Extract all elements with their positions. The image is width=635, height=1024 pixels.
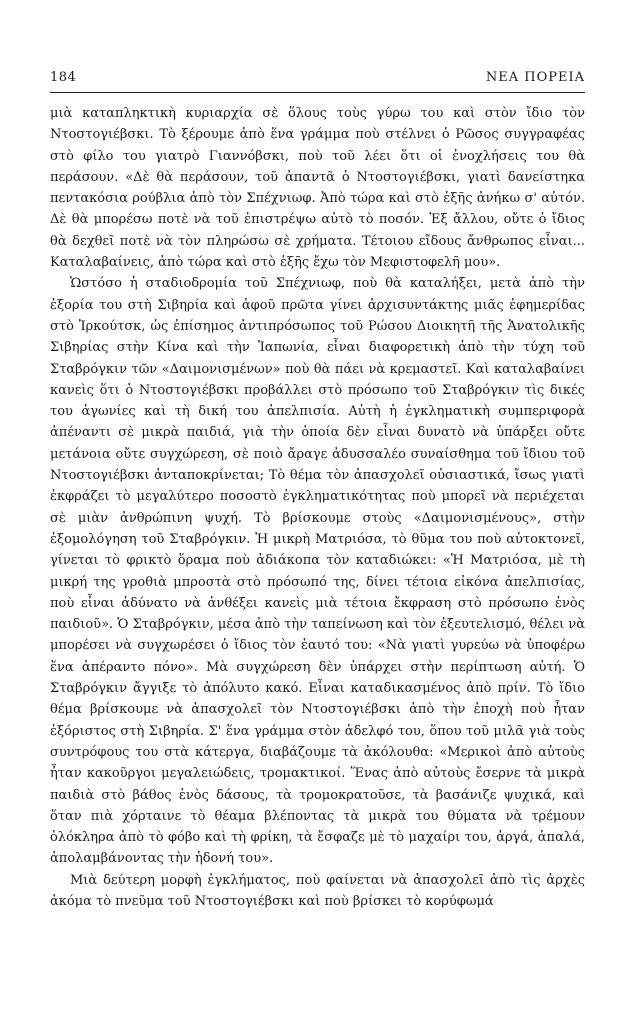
body-text: [50, 103, 585, 912]
paragraph-3: Μιὰ δεύτερη μορφὴ ἐγκλήματος, ποὺ φαίνεται νὰ ἀπασχολεῖ ἀπὸ τὶς ἀρχὲς ἀκόμα τὸ πνεῦμα τοῦ Ντοστογιέβσκι καὶ ποὺ βρίσκει τὸ κορύφωμά: [50, 872, 585, 909]
running-head: [50, 70, 585, 90]
running-title: ΝΕΑ ΠΟΡΕΙΑ: [485, 70, 585, 85]
paragraph-1: μιὰ καταπληκτικὴ κυριαρχία σὲ ὅλους τοὺς γύρω του καὶ στὸν ἴδιο τὸν Ντοστογιέβσκι. Τὸ ξέρουμε ἀπὸ ἕνα γράμμα ποὺ στέλνει ὁ Ρῶσος συγγραφέας στὸ φίλο του γιατρὸ Γιαννόβσκι, ποὺ τοῦ λέει ὅτι οἱ ἐνοχλήσεις του θὰ περάσουν. «Δὲ θὰ περάσουν, τοῦ ἀπαντᾶ ὁ Ντοστογιέβσκι, γιατὶ δανείστηκα πεντακόσια ρούβλια ἀπὸ τὸν Σπέχνιωφ. Ἀπὸ τώρα καὶ στὸ ἑξῆς ἀνήκω σ' αὐτόν. Δὲ θὰ μπορέσω ποτὲ νὰ τοῦ ἐπιστρέψω αὐτὸ τὸ ποσόν. Ἐξ ἄλλου, οὔτε ὁ ἴδιος θὰ δεχθεῖ ποτὲ νὰ τὸν πληρώσω σὲ χρήματα. Τέτοιου εἴδους ἄνθρωπος εἶναι... Καταλαβαίνεις, ἀπὸ τώρα καὶ στὸ ἑξῆς ἔχω τὸν Μεφιστοφελῆ μου».: [50, 106, 585, 271]
page-number: 184: [50, 70, 77, 85]
header-rule: [50, 92, 585, 93]
book-page: [50, 70, 585, 912]
paragraph-2: Ὡστόσο ἡ σταδιοδρομία τοῦ Σπέχνιωφ, ποὺ θὰ καταλήξει, μετὰ ἀπὸ τὴν ἐξορία του στὴ Σιβηρία καὶ ἀφοῦ πρῶτα γίνει ἀρχισυντάκτης μιᾶς ἐφημερίδας στὸ Ἰρκούτσκ, ὡς ἐπίσημος ἀντιπρόσωπος τοῦ Ρώσου Διοικητῆ τῆς Ἀνατολικῆς Σιβηρίας στὴν Κίνα καὶ τὴν Ἰαπωνία, εἶναι διαφορετικὴ ἀπὸ τὴν τύχη τοῦ Σταβρόγκιν τῶν «Δαιμονισμένων» ποὺ θὰ πάει νὰ κρεμαστεῖ. Καὶ καταλαβαίνει κανεὶς ὅτι ὁ Ντοστογιέβσκι προβάλλει στὸ πρόσωπο τοῦ Σταβρόγκιν τὶς δικές του ἀγωνίες καὶ τὴ δική του ἀπελπισία. Αὐτὴ ἡ ἐγκληματικὴ συμπεριφορὰ ἀπέναντι σὲ μικρὰ παιδιά, γιὰ τὴν ὁποία δὲν εἶναι δυνατὸ νὰ ὑπάρξει οὔτε μετάνοια οὔτε συγχώρεση, σὲ ποιὸ ἄραγε ἀδυσσαλέο συναίσθημα τοῦ ἴδιου τοῦ Ντοστογιέβσκι ἀνταποκρίνεται; Τὸ θέμα τὸν ἀπασχολεῖ οὐσιαστικά, ἴσως γιατὶ ἐκφράζει τὸ μεγαλύτερο ποσοστὸ ἐγκληματικότητας ποὺ μπορεῖ νὰ περιέχεται σὲ μιὰν ἀνθρώπινη ψυχή. Τὸ βρίσκουμε στοὺς «Δαιμονισμένους», στὴν ἐξομολόγηση τοῦ Σταβρόγκιν. Ἡ μικρὴ Ματριόσα, τὸ θῦμα του ποὺ αὐτοκτονεῖ, γίνεται τὸ φρικτὸ ὅραμα ποὺ ἀδιάκοπα τὸν καταδιώκει: «Ἡ Ματριόσα, μὲ τὴ μικρή της γροθιὰ μπροστὰ στὸ πρόσωπό της, δίνει τέτοια εἰκόνα ἀπελπισίας, ποὺ εἶναι ἀδύνατο νὰ ἀνθέξει κανεὶς μιὰ τέτοια ἔκφραση στὸ πρόσωπο ἑνὸς παιδιοῦ». Ὁ Σταβρόγκιν, μέσα ἀπὸ τὴν ταπείνωση καὶ τὸν ἐξευτελισμό, θέλει νὰ μπορέσει νὰ συγχωρέσει ὁ ἴδιος τὸν ἑαυτό του: «Νὰ γιατὶ γυρεύω νὰ ὑποφέρω ἕνα ἀπέραντο πόνο». Μὰ συγχώρεση δὲν ὑπάρχει στὴν περίπτωση αὐτή. Ὁ Σταβρόγκιν ἄγγιξε τὸ ἀπόλυτο κακό. Εἶναι καταδικασμένος ἀπὸ πρίν. Τὸ ἴδιο θέμα βρίσκουμε νὰ ἀπασχολεῖ τὸν Ντοστογιέβσκι ἀπὸ τὴν ἐποχὴ ποὺ ἦταν ἐξόριστος στὴ Σιβηρία. Σ' ἕνα γράμμα στὸν ἀδελφό του, ὅπου τοῦ μιλᾶ γιὰ τοὺς συντρόφους του στὰ κάτεργα, διαβάζουμε τὰ ἀκόλουθα: «Μερικοὶ ἀπὸ αὐτοὺς ἦταν κακοῦργοι μεγαλειώδεις, τρομακτικοί. Ἕνας ἀπὸ αὐτοὺς ἔσερνε τὰ μικρὰ παιδιὰ στὸ βάθος ἑνὸς δάσους, τὰ τρομοκρατοῦσε, τὰ βασάνιζε ψυχικά, καὶ ὅταν πιὰ χόρταινε τὸ θέαμα βλέποντας τὰ μικρὰ του θύματα νὰ τρέμουν ὁλόκληρα ἀπὸ τὸ φόβο καὶ τὴ φρίκη, τὰ ἔσφαζε μὲ τὸ μαχαίρι του, ἀργά, ἀπαλά, ἀπολαμβάνοντας τὴν ἡδονή του».: [50, 276, 585, 867]
